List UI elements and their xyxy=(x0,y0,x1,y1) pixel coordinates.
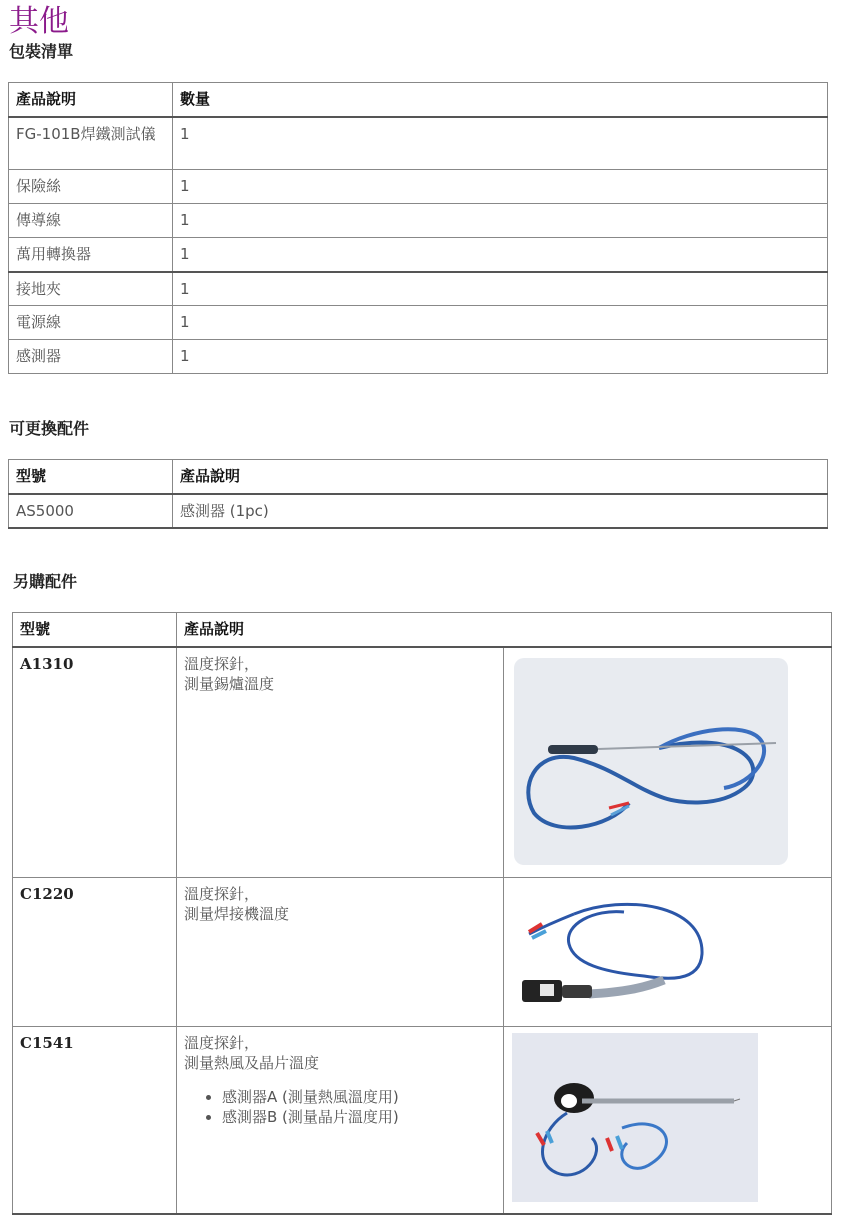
table-row xyxy=(9,494,828,528)
table-row xyxy=(9,238,828,272)
product-image-cell xyxy=(504,647,832,878)
table-header-row xyxy=(13,613,832,647)
optional-accessories-heading: 另購配件 xyxy=(13,572,78,591)
product-description-cell xyxy=(177,1027,504,1215)
packing-list-heading: 包裝清單 xyxy=(9,42,74,61)
replaceable-parts-heading: 可更換配件 xyxy=(9,419,90,438)
quantity-cell: 1 xyxy=(173,238,828,272)
description-line: 測量熱風及晶片溫度 xyxy=(184,1054,320,1072)
product-description-cell xyxy=(177,647,504,878)
table-row xyxy=(9,117,828,170)
column-header: 產品說明 xyxy=(9,83,173,117)
description-line: 溫度探針， xyxy=(184,1034,260,1052)
product-description-cell xyxy=(177,878,504,1027)
table-row xyxy=(9,340,828,374)
description-line: 溫度探針， xyxy=(184,885,260,903)
probe-a1310-photo xyxy=(514,658,788,865)
product-description-cell: 感測器 xyxy=(9,340,173,374)
product-description-cell: FG-101B焊鐵測試儀 xyxy=(9,117,173,170)
description-line: 溫度探針， xyxy=(184,654,260,673)
optional-accessories-table xyxy=(12,612,832,1215)
probe-c1541-photo xyxy=(512,1033,758,1202)
column-header: 型號 xyxy=(13,613,177,647)
table-row xyxy=(13,647,832,878)
table-row xyxy=(13,878,832,1027)
product-description-cell: 傳導線 xyxy=(9,204,173,238)
list-item: • 感測器B (測量晶片溫度用) xyxy=(222,1107,496,1127)
column-header: 數量 xyxy=(173,83,828,117)
table-row xyxy=(9,306,828,340)
replaceable-parts-table xyxy=(8,459,828,529)
packing-list-table xyxy=(8,82,828,374)
sensor-list xyxy=(184,1087,496,1127)
product-description-cell: 接地夾 xyxy=(9,272,173,306)
model-cell: C1220 xyxy=(13,878,177,1027)
quantity-cell: 1 xyxy=(173,117,828,170)
quantity-cell: 1 xyxy=(173,272,828,306)
quantity-cell: 1 xyxy=(173,306,828,340)
table-row xyxy=(9,170,828,204)
quantity-cell: 1 xyxy=(173,170,828,204)
product-description-cell: 萬用轉換器 xyxy=(9,238,173,272)
quantity-cell: 1 xyxy=(173,204,828,238)
product-image-cell xyxy=(504,878,832,1027)
table-row xyxy=(9,204,828,238)
column-header: 型號 xyxy=(9,460,173,494)
list-item: • 感測器A (測量熱風溫度用) xyxy=(222,1087,496,1107)
model-cell: AS5000 xyxy=(9,494,173,528)
page-title: 其他 xyxy=(9,4,69,39)
table-row xyxy=(9,272,828,306)
product-image-cell xyxy=(504,1027,832,1215)
column-header: 產品說明 xyxy=(173,460,828,494)
product-description-cell: 電源線 xyxy=(9,306,173,340)
model-cell: A1310 xyxy=(13,647,177,878)
description-line: 測量錫爐溫度 xyxy=(184,674,275,693)
product-description-cell: 感測器 (1pc) xyxy=(173,494,828,528)
table-row xyxy=(13,1027,832,1215)
description-line: 測量焊接機溫度 xyxy=(184,905,290,923)
product-description-cell: 保險絲 xyxy=(9,170,173,204)
table-header-row xyxy=(9,460,828,494)
table-header-row xyxy=(9,83,828,117)
column-header: 產品說明 xyxy=(177,613,832,647)
quantity-cell: 1 xyxy=(173,340,828,374)
model-cell: C1541 xyxy=(13,1027,177,1215)
probe-c1220-photo xyxy=(514,884,708,1015)
